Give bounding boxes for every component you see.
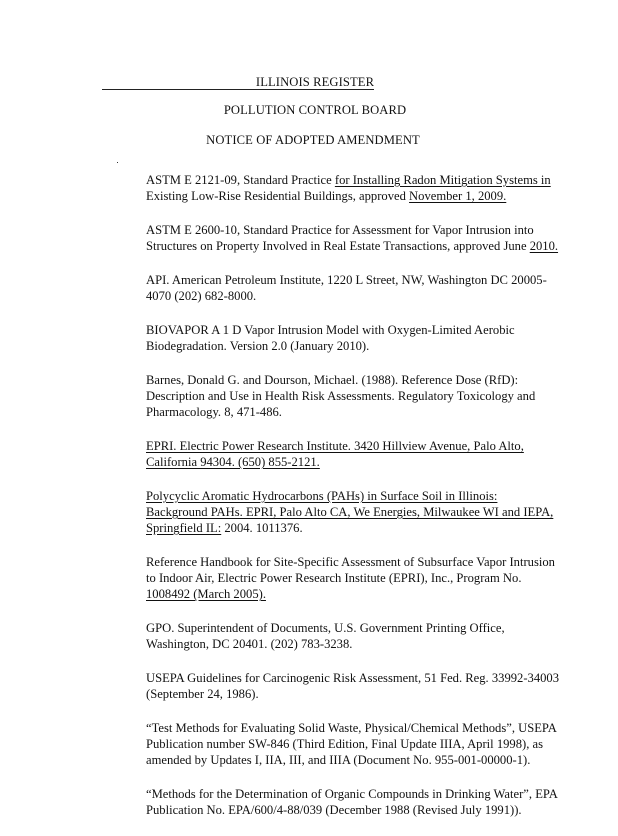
reference-entry (146, 172, 551, 204)
underlined-text: for Installing Radon Mitigation Systems in (334, 173, 551, 187)
reference-list (146, 172, 560, 836)
text-segment: Washington, DC 20401. (202) 783-3238. (146, 637, 353, 651)
text-segment: USEPA Guidelines for Carcinogenic Risk Assessment, 51 Fed. Reg. 33992-34003 (146, 671, 560, 685)
text-segment: (September 24, 1986). (146, 687, 259, 701)
text-segment: amended by Updates I, IIA, III, and IIIA (Document No. 955-001-00000-1). (146, 753, 531, 767)
reference-line (146, 802, 546, 818)
notice-title: NOTICE OF ADOPTED AMENDMENT (206, 133, 420, 147)
underlined-text: EPRI. Electric Power Research Institute. 3420 Hillview Avenue, Palo Alto, (146, 439, 524, 453)
text-segment: 2004. 1011376. (221, 521, 303, 535)
text-segment: Publication number SW-846 (Third Edition, Final Update IIIA, April 1998), as (146, 737, 543, 751)
reference-line (146, 554, 555, 570)
reference-entry (146, 322, 546, 354)
reference-line (146, 586, 546, 602)
reference-entry (146, 372, 546, 420)
stray-mark (117, 162, 118, 163)
text-segment: Pharmacology. 8, 471-486. (146, 405, 282, 419)
reference-line (146, 222, 546, 238)
text-segment: Barnes, Donald G. and Dourson, Michael. (1988). Reference Dose (RfD): (146, 373, 519, 387)
underlined-text: Polycyclic Aromatic Hydrocarbons (PAHs) in Surface Soil in Illinois: (146, 489, 498, 503)
text-segment: 4070 (202) 682-8000. (146, 289, 257, 303)
reference-entry (146, 438, 546, 470)
reference-line (146, 338, 546, 354)
reference-line (146, 720, 557, 736)
reference-line (146, 488, 546, 504)
underlined-text: 1008492 (March 2005). (146, 587, 266, 601)
reference-line (146, 570, 546, 586)
reference-entry (146, 554, 555, 602)
reference-line (146, 520, 546, 536)
board-title: POLLUTION CONTROL BOARD (223, 103, 407, 117)
underlined-text: Background PAHs. EPRI, Palo Alto CA, We Energies, Milwaukee WI and IEPA, (146, 505, 554, 519)
underlined-text: 2010. (529, 239, 559, 253)
text-segment: “Methods for the Determination of Organic Compounds in Drinking Water”, EPA (146, 787, 558, 801)
reference-line (146, 670, 560, 686)
text-segment: “Test Methods for Evaluating Solid Waste, Physical/Chemical Methods”, USEPA (146, 721, 557, 735)
reference-line (146, 736, 546, 752)
underlined-text: California 94304. (650) 855-2121. (146, 455, 320, 469)
reference-line (146, 404, 546, 420)
underlined-text: Springfield IL: (146, 521, 222, 535)
reference-line (146, 172, 551, 188)
reference-entry (146, 272, 546, 304)
reference-entry (146, 786, 558, 818)
reference-line (146, 188, 546, 204)
text-segment: Biodegradation. Version 2.0 (January 2010). (146, 339, 370, 353)
text-segment: to Indoor Air, Electric Power Research Institute (EPRI), Inc., Program No. (146, 571, 522, 585)
reference-line (146, 454, 546, 470)
text-segment: Reference Handbook for Site-Specific Assessment of Subsurface Vapor Intrusion (146, 555, 555, 569)
text-segment: GPO. Superintendent of Documents, U.S. Government Printing Office, (146, 621, 505, 635)
reference-line (146, 238, 559, 254)
reference-line (146, 504, 554, 520)
reference-line (146, 288, 546, 304)
reference-line (146, 388, 546, 404)
text-segment: Description and Use in Health Risk Assessments. Regulatory Toxicology and (146, 389, 536, 403)
underlined-text: November 1, 2009. (409, 189, 507, 203)
reference-line (146, 272, 546, 288)
text-segment: Existing Low-Rise Residential Buildings, approved (146, 189, 410, 203)
reference-entry (146, 488, 554, 536)
text-segment: ASTM E 2121-09, Standard Practice (146, 173, 335, 187)
reference-entry (146, 620, 546, 652)
text-segment: ASTM E 2600-10, Standard Practice for Assessment for Vapor Intrusion into (146, 223, 534, 237)
reference-line (146, 322, 546, 338)
text-segment: Structures on Property Involved in Real Estate Transactions, approved June (146, 239, 530, 253)
register-title: ILLINOIS REGISTER (255, 75, 375, 89)
text-segment: API. American Petroleum Institute, 1220 L Street, NW, Washington DC 20005- (146, 273, 547, 287)
text-segment: Publication No. EPA/600/4-88/039 (December 1988 (Revised July 1991)). (146, 803, 522, 817)
reference-entry (146, 222, 559, 254)
reference-line (146, 438, 546, 454)
reference-line (146, 372, 546, 388)
reference-line (146, 620, 546, 636)
header-rule (102, 89, 374, 90)
text-segment: BIOVAPOR A 1 D Vapor Intrusion Model with Oxygen-Limited Aerobic (146, 323, 515, 337)
reference-entry (146, 670, 560, 702)
reference-line (146, 752, 546, 768)
reference-entry (146, 720, 557, 768)
reference-line (146, 636, 546, 652)
reference-line (146, 686, 546, 702)
